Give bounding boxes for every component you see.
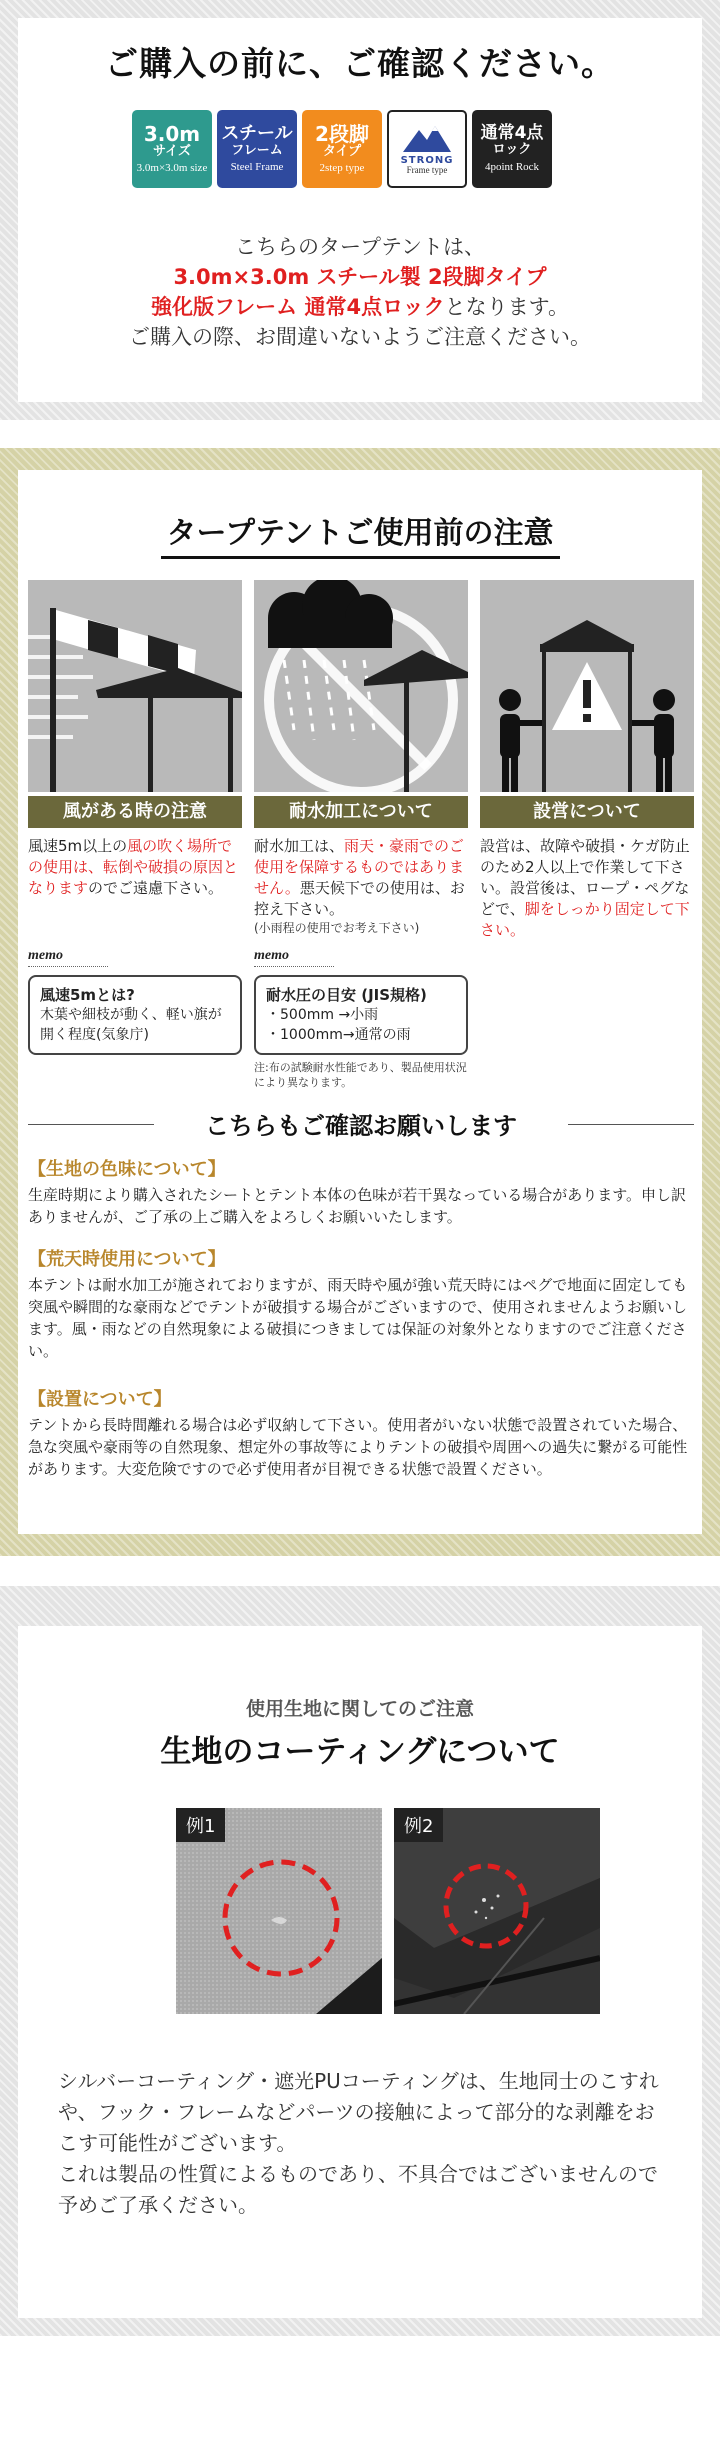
memo-label: memo	[254, 948, 334, 967]
leg-type-badge-sub: 2step type	[319, 162, 365, 175]
faq-bad-weather-body: 本テントは耐水加工が施されておりますが、雨天時や風が強い荒天時にはペグで地面に固定しても突風や瞬間的な豪雨などでテントが破損する場合がございますので、使用されませんようお願いします。風・雨などの自然現象による破損につきましては保証の対象外となりますのでご注意ください。	[28, 1276, 688, 1360]
faq-installation	[28, 1388, 694, 1480]
caution-card-wind	[28, 580, 242, 899]
bottom-spacer	[0, 2346, 720, 2450]
desc-part: のでご遠慮下さい。	[88, 879, 224, 897]
confirm-heading: こちらもご確認お願いします	[28, 1106, 694, 1141]
usage-caution-section	[0, 448, 720, 1556]
lock-badge-value: 通常4点	[480, 123, 544, 144]
desc-part: 耐水加工は、	[254, 837, 345, 855]
rain-tent-icon	[254, 580, 468, 792]
purchase-notice-title: ご購入の前に、ご確認ください。	[105, 44, 615, 83]
notice-line-3-red: 強化版フレーム 通常4点ロック	[151, 295, 445, 319]
faq-color-body: 生産時期により購入されたシートとテント本体の色味が若干異なっている場合があります。申し訳ありませんが、ご了承の上ご購入をよろしくお願いいたします。	[28, 1186, 687, 1226]
desc-part: 設営は、故障や破損・ケガ防止のため2人以上で作業して下さい。設営後は、ロープ・ペグなどで、	[480, 837, 690, 918]
memo-label: memo	[28, 948, 108, 967]
caution-card-water-desc	[254, 836, 468, 920]
frame-material-badge-label: フレーム	[231, 142, 283, 158]
purchase-notice-section	[0, 0, 720, 420]
strong-frame-badge-sub: Frame type	[406, 165, 448, 176]
coating-notice-section	[0, 1586, 720, 2336]
frame-material-badge-sub: Steel Frame	[230, 161, 284, 174]
size-badge-sub: 3.0m×3.0m size	[136, 162, 208, 175]
leg-type-badge	[302, 110, 382, 188]
lock-badge-sub: 4point Rock	[484, 160, 540, 173]
leg-type-badge-value: 2段脚	[315, 121, 369, 146]
desc-part: 悪天候下での使用は、お控え下さい。	[254, 879, 465, 918]
notice-line-3-tail: となります。	[444, 295, 569, 319]
desc-red-part: 雨天・豪雨でのご使用を保障するものではありません。	[254, 837, 465, 897]
strong-frame-badge-label: STRONG	[400, 155, 454, 167]
size-badge-value: 3.0m	[143, 121, 201, 146]
caution-card-setup-label: 設営について	[480, 796, 694, 828]
frame-material-badge-value: スチール	[221, 122, 293, 144]
coating-photo-example-2	[394, 1808, 600, 2014]
caution-card-wind-desc	[28, 836, 242, 899]
desc-red-part: 風の吹く場所での使用は、転倒や破損の原因となります	[28, 837, 239, 897]
caution-card-setup	[480, 580, 694, 941]
desc-part: 風速5m以上の	[28, 837, 128, 855]
coating-subtitle: 使用生地に関してのご注意	[245, 1698, 474, 1720]
mountain-logo-icon	[399, 122, 455, 154]
memo-water-note: 注:布の試験耐水性能であり、製品使用状況により異なります。	[254, 1061, 467, 1089]
usage-caution-title-text: タープテントご使用前の注意	[161, 508, 560, 559]
coating-title: 生地のコーティングについて	[160, 1734, 560, 1770]
desc-red-part: 脚をしっかり固定して下さい。	[480, 900, 690, 939]
purchase-notice-text	[0, 232, 720, 352]
caution-card-water-label: 耐水加工について	[254, 796, 468, 828]
caution-card-wind-label: 風がある時の注意	[28, 796, 242, 828]
notice-line-3	[0, 292, 720, 322]
memo-body: 木葉や細枝が動く、軽い旗が開く程度(気象庁)	[40, 1007, 222, 1043]
leg-type-badge-label: タイプ	[322, 143, 362, 159]
usage-caution-title	[0, 508, 720, 559]
memo-box	[28, 975, 242, 1055]
faq-color	[28, 1158, 694, 1228]
notice-line-2: 3.0m×3.0m スチール製 2段脚タイプ	[173, 265, 547, 289]
frame-material-badge	[217, 110, 297, 188]
memo-wind-speed	[28, 948, 242, 1055]
lock-badge-label: ロック	[492, 142, 532, 158]
faq-bad-weather	[28, 1248, 694, 1362]
spec-badges	[132, 110, 552, 188]
size-badge-label: サイズ	[153, 143, 191, 159]
lock-badge	[472, 110, 552, 188]
strong-frame-badge	[387, 110, 467, 188]
coating-body-text: シルバーコーティング・遮光PUコーティングは、生地同士のこすれや、フック・フレームなどパーツの接触によって部分的な剥離をおこす可能性がございます。 これは製品の性質によるものであり、不具合ではございませんので予めご了承ください。	[58, 2069, 659, 2217]
memo-box	[254, 975, 468, 1055]
caution-card-water-note: (小雨程の使用でお考え下さい)	[254, 921, 420, 935]
notice-line-4: ご購入の際、お間違いないようご注意ください。	[129, 325, 591, 349]
size-badge	[132, 110, 212, 188]
memo-water-pressure	[254, 948, 468, 1055]
memo-line-1: ・500mm →小雨	[266, 1007, 379, 1023]
faq-bad-weather-heading: 【荒天時使用について】	[28, 1249, 226, 1270]
notice-line-1: こちらのタープテントは、	[235, 235, 485, 259]
memo-line-2: ・1000mm→通常の雨	[266, 1027, 411, 1043]
memo-heading: 耐水圧の目安 (JIS規格)	[266, 986, 427, 1004]
coating-photo-example-1	[176, 1808, 382, 2014]
caution-card-setup-desc	[480, 836, 694, 941]
windsock-tent-icon	[28, 580, 242, 792]
faq-installation-heading: 【設置について】	[28, 1389, 172, 1410]
example-1-label: 例1	[176, 1808, 225, 1842]
faq-installation-body: テントから長時間離れる場合は必ず収納して下さい。使用者がいない状態で設置されていた場合、急な突風や豪雨等の自然現象、想定外の事故等によりテントの破損や周囲への過失に繋がる可能性があります。大変危険ですので必ず使用者が目視できる状態で設置ください。	[28, 1416, 688, 1478]
memo-heading: 風速5mとは?	[40, 986, 135, 1004]
caution-card-water	[254, 580, 468, 937]
setup-two-people-icon	[480, 580, 694, 792]
faq-color-heading: 【生地の色味について】	[28, 1159, 226, 1180]
example-2-label: 例2	[394, 1808, 443, 1842]
